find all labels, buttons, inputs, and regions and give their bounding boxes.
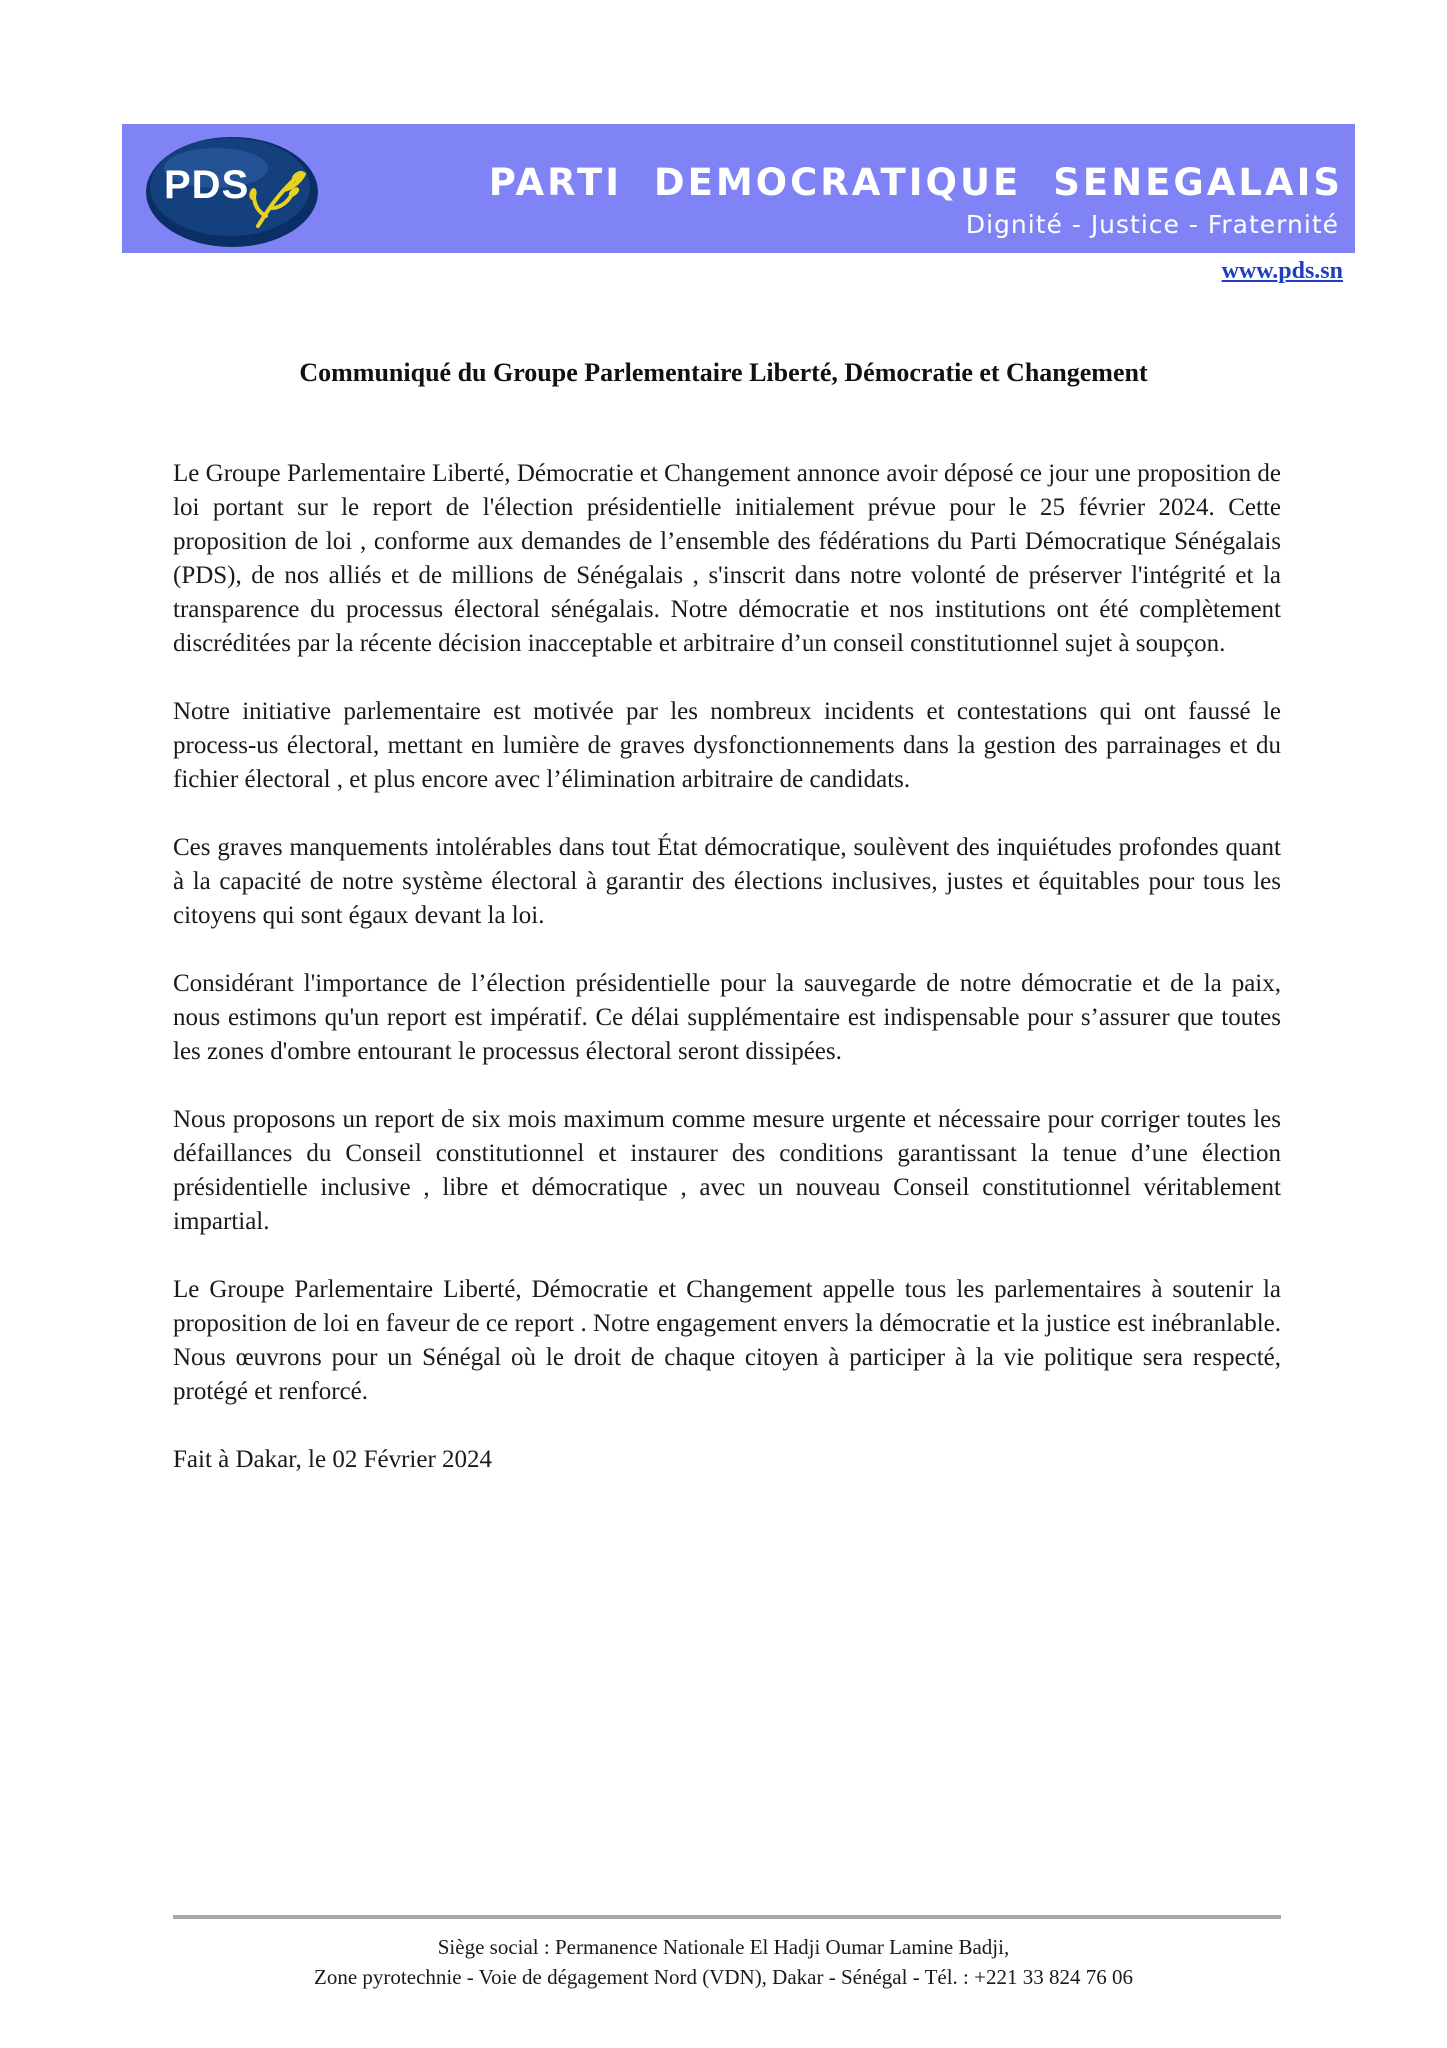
footer-address-line2: Zone pyrotechnie - Voie de dégagement Nord (VDN), Dakar - Sénégal - Tél. : +221 33 824 76 06: [314, 1965, 1133, 1989]
paragraph: Ces graves manquements intolérables dans tout État démocratique, soulèvent des inquiétudes profondes quant à la capacité de notre système électoral à garantir des élections inclusives, justes et équitables pour tous les citoyens qui sont égaux devant la loi.: [173, 834, 1281, 929]
paragraph: Le Groupe Parlementaire Liberté, Démocratie et Changement appelle tous les parlementaires à soutenir la proposition de loi en faveur de ce report . Notre engagement envers la démocratie et la justice est inébranlable. Nous œuvrons pour un Sénégal où le droit de chaque citoyen à participer à la vie politique sera respecté, protégé et renforcé.: [173, 1276, 1281, 1405]
paragraph: Considérant l'importance de l’élection présidentielle pour la sauvegarde de notre démocratie et de la paix, nous estimons qu'un report est impératif. Ce délai supplémentaire est indispensable pour s’assurer que toutes les zones d'ombre entourant le processus électoral seront dissipées.: [173, 970, 1281, 1065]
paragraph: Notre initiative parlementaire est motivée par les nombreux incidents et contestations qui ont faussé le process-us électoral, mettant en lumière de graves dysfonctionnements dans la gestion des parrainages et du fichier électoral , et plus encore avec l’élimination arbitraire de candidats.: [173, 698, 1281, 793]
footer-address-line1: Siège social : Permanence Nationale El Hadji Oumar Lamine Badji,: [437, 1935, 1010, 1959]
paragraph: Nous proposons un report de six mois maximum comme mesure urgente et nécessaire pour corriger toutes les défaillances du Conseil constitutionnel et instaurer des conditions garantissant la tenue d’une élection présidentielle inclusive , libre et démocratique , avec un nouveau Conseil constitutionnel véritablement impartial.: [173, 1106, 1281, 1235]
footer: [0, 1932, 1447, 1992]
document-body: [173, 457, 1281, 1477]
party-slogan: Dignité - Justice - Fraternité: [965, 210, 1339, 239]
party-banner: [122, 124, 1355, 253]
party-name: PARTI DEMOCRATIQUE SENEGALAIS: [488, 161, 1343, 204]
website-link[interactable]: www.pds.sn: [1221, 258, 1343, 284]
footer-divider: [173, 1915, 1281, 1919]
pds-logo: [140, 130, 328, 248]
signature-line: Fait à Dakar, le 02 Février 2024: [173, 1446, 493, 1473]
paragraph: Le Groupe Parlementaire Liberté, Démocratie et Changement annonce avoir déposé ce jour une proposition de loi portant sur le report de l'élection présidentielle initialement prévue pour le 25 février 2024. Cette proposition de loi , conforme aux demandes de l’ensemble des fédérations du Parti Démocratique Sénégalais (PDS), de nos alliés et de millions de Sénégalais , s'inscrit dans notre volonté de préserver l'intégrité et la transparence du processus électoral sénégalais. Notre démocratie et nos institutions ont été complètement discréditées par la récente décision inacceptable et arbitraire d’un conseil constitutionnel sujet à soupçon.: [173, 460, 1281, 657]
document-title: Communiqué du Groupe Parlementaire Liberté, Démocratie et Changement: [299, 358, 1148, 387]
logo-text: PDS: [164, 163, 250, 207]
